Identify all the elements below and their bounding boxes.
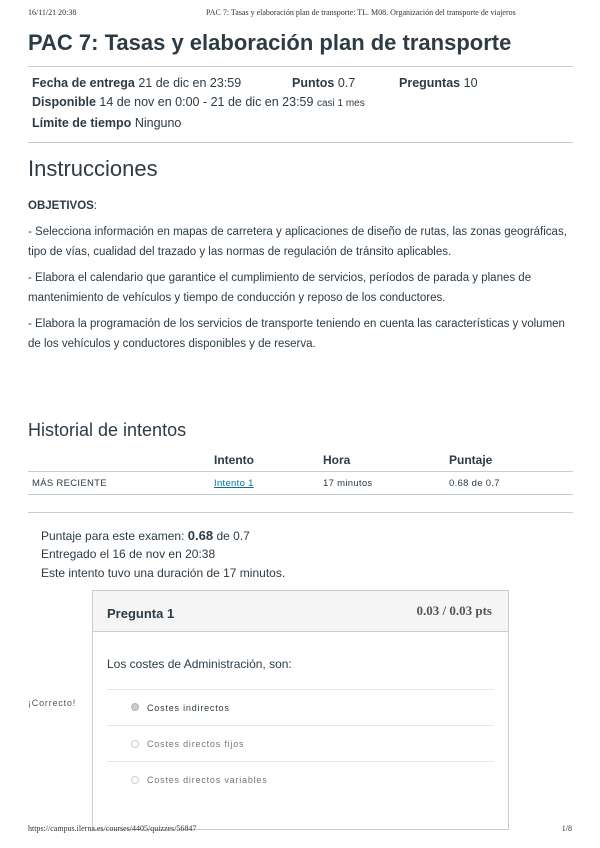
duration-text: Este intento tuvo una duración de 17 minutos.	[41, 566, 286, 580]
radio-icon	[131, 740, 139, 748]
column-header-attempt: Intento	[214, 453, 254, 467]
question-name: Pregunta 1	[107, 606, 175, 621]
available-value: 14 de nov en 0:00 - 21 de dic en 23:59	[99, 95, 314, 109]
available-label: Disponible	[32, 95, 96, 109]
history-heading: Historial de intentos	[28, 420, 187, 440]
available-note: casi 1 mes	[316, 98, 365, 109]
instruction-paragraph: - Elabora el calendario que garantice el cumplimiento de servicios, períodos de parada y planes de mantenimiento de vehículos y tiempo de conducción y reposo de los conductores.	[28, 272, 532, 304]
column-header-time: Hora	[323, 453, 351, 467]
score-summary	[41, 528, 250, 543]
column-header-score: Puntaje	[449, 453, 493, 467]
questions-value: 10	[463, 76, 478, 90]
print-url: https://campus.ilerna.es/courses/4405/quizzes/56847	[28, 824, 197, 833]
score-suffix: de 0.7	[216, 529, 250, 543]
answer-divider	[107, 725, 494, 726]
table-divider	[28, 471, 573, 472]
divider	[28, 142, 573, 143]
quiz-meta-row-1	[32, 76, 241, 90]
row-label: MÁS RECIENTE	[32, 478, 107, 489]
table-divider	[28, 494, 573, 495]
objectives-label: OBJETIVOS:	[28, 200, 98, 212]
time-limit-value: Ninguno	[134, 116, 182, 130]
divider	[28, 66, 573, 67]
questions-label: Preguntas	[399, 76, 461, 90]
points-label: Puntos	[292, 76, 335, 90]
quiz-title: PAC 7: Tasas y elaboración plan de transporte	[28, 30, 512, 55]
print-page-number: 1/8	[561, 824, 572, 833]
answer-option: Costes indirectos	[147, 703, 230, 713]
instruction-paragraph: - Selecciona información en mapas de carretera y aplicaciones de diseño de rutas, las zonas geográficas, tipo de vías, cualidad del trazado y las normas de regulación de tránsito aplicables.	[28, 226, 567, 258]
due-label: Fecha de entrega	[32, 76, 135, 90]
row-score: 0.68 de 0.7	[449, 478, 500, 489]
question-header	[93, 591, 508, 632]
points-value: 0.7	[337, 76, 356, 90]
due-value: 21 de dic en 23:59	[138, 76, 242, 90]
score-value: 0.68	[187, 528, 214, 543]
question-text: Los costes de Administración, son:	[107, 657, 292, 671]
print-doc-title: PAC 7: Tasas y elaboración plan de transporte: TL. M08. Organización del transporte de viajeros	[206, 8, 516, 17]
radio-selected-icon	[131, 703, 139, 711]
instruction-paragraph: - Elabora la programación de los servicios de transporte teniendo en cuenta las características y volumen de los vehículos y conductores disponibles y de reserva.	[28, 318, 565, 350]
points-meta	[292, 76, 355, 90]
correct-label: ¡Correcto!	[28, 698, 77, 708]
attempt-link-cell	[214, 478, 254, 489]
available-meta	[32, 95, 365, 109]
time-limit-label: Límite de tiempo	[32, 116, 132, 130]
question-points: 0.03 / 0.03 pts	[416, 603, 492, 618]
question-card	[92, 590, 509, 830]
answer-divider	[107, 689, 494, 690]
answer-divider	[107, 761, 494, 762]
divider	[28, 512, 573, 513]
answer-option: Costes directos variables	[147, 775, 268, 785]
answer-option: Costes directos fijos	[147, 739, 245, 749]
submitted-text: Entregado el 16 de nov en 20:38	[41, 547, 216, 561]
radio-icon	[131, 776, 139, 784]
instructions-heading: Instrucciones	[28, 156, 158, 181]
questions-meta	[399, 76, 478, 90]
attempt-link[interactable]: Intento 1	[214, 478, 254, 489]
row-time: 17 minutos	[323, 478, 373, 489]
print-date: 16/11/21 20:38	[28, 8, 77, 17]
score-prefix: Puntaje para este examen:	[41, 529, 185, 543]
time-limit-meta	[32, 116, 181, 130]
